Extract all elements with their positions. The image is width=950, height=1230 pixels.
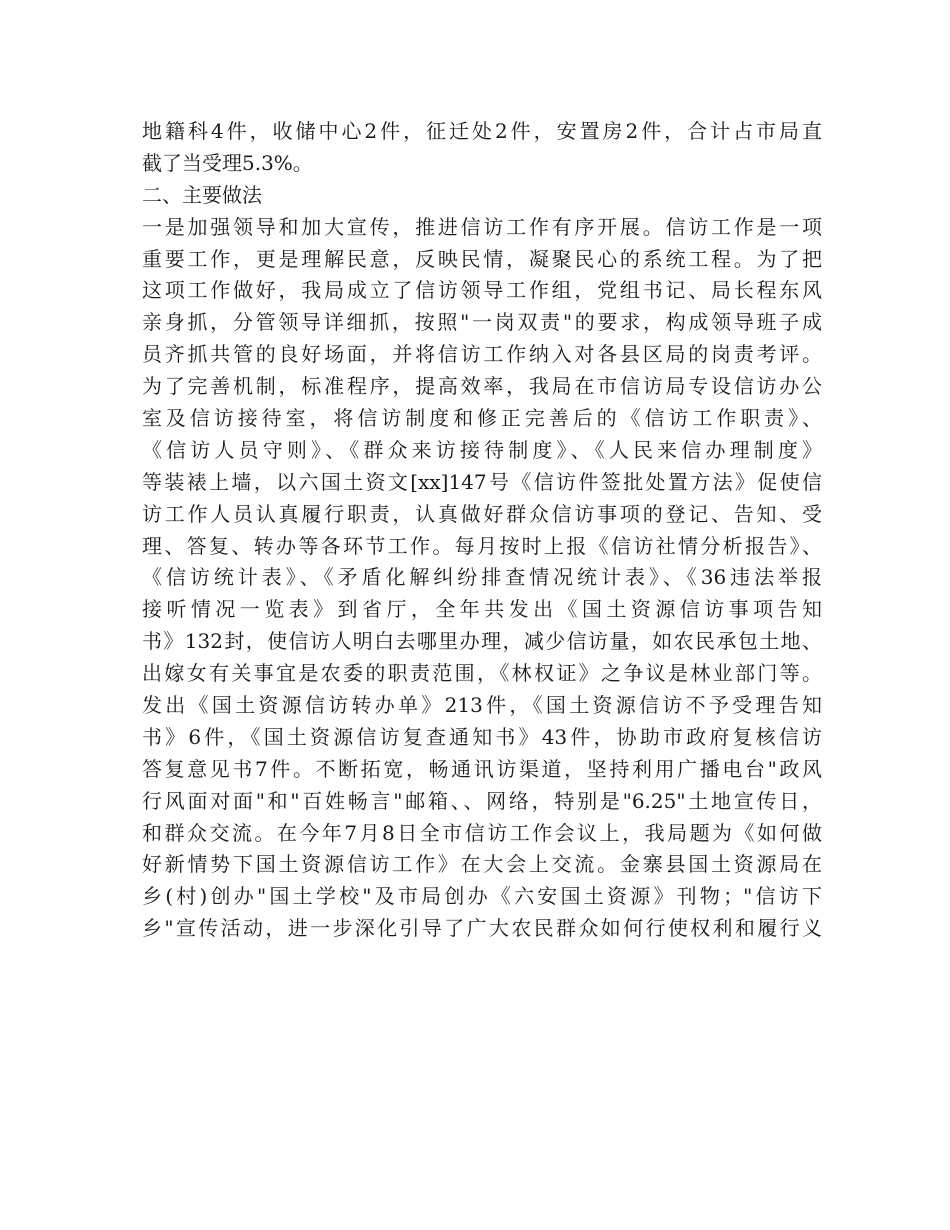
text-line: 书》6件，《国土资源信访复查通知书》43件，协助市政府复核信访 <box>142 724 822 749</box>
text-line: 员齐抓共管的良好场面，并将信访工作纳入对各县区局的岗责考评。 <box>142 342 822 367</box>
text-line: 访工作人员认真履行职责，认真做好群众信访事项的登记、告知、受 <box>142 501 822 526</box>
text-line: 亲身抓，分管领导详细抓，按照"一岗双责"的要求，构成领导班子成 <box>142 310 822 335</box>
text-line: 地籍科4件，收储中心2件，征迁处2件，安置房2件，合计占市局直 <box>142 119 822 143</box>
text-line: 理、答复、转办等各环节工作。每月按时上报《信访社情分析报告》、 <box>142 533 822 558</box>
text-line: 发出《国土资源信访转办单》213件，《国土资源信访不予受理告知 <box>142 693 822 718</box>
text-line: 出嫁女有关事宜是农委的职责范围，《林权证》之争议是林业部门等。 <box>142 661 822 686</box>
text-line: 行风面对面"和"百姓畅言"邮箱、、网络，特别是"6.25"土地宣传日， <box>142 788 822 813</box>
text-line: 好新情势下国土资源信访工作》在大会上交流。金寨县国土资源局在 <box>142 852 822 877</box>
text-line: 一是加强领导和加大宣传，推进信访工作有序开展。信访工作是一项 <box>142 214 822 239</box>
text-line: 接听情况一览表》到省厅，全年共发出《国土资源信访事项告知 <box>142 597 822 622</box>
section-heading: 二、主要做法 <box>142 182 262 207</box>
text-line: 和群众交流。在今年7月8日全市信访工作会议上，我局题为《如何做 <box>142 820 822 845</box>
text-line: 乡"宣传活动，进一步深化引导了广大农民群众如何行使权利和履行义 <box>142 916 822 941</box>
text-line: 书》132封，使信访人明白去哪里办理，减少信访量，如农民承包土地、 <box>142 629 822 654</box>
text-line: 为了完善机制，标准程序，提高效率，我局在市信访局专设信访办公 <box>142 374 822 399</box>
text-line: 《信访人员守则》、《群众来访接待制度》、《人民来信办理制度》 <box>142 437 822 462</box>
text-line: 等装裱上墙，以六国土资文[xx]147号《信访件签批处置方法》促使信 <box>142 469 822 494</box>
document-body <box>142 116 822 945</box>
text-line: 室及信访接待室，将信访制度和修正完善后的《信访工作职责》、 <box>142 406 822 431</box>
text-line: 截了当受理5.3%。 <box>142 150 313 175</box>
text-line: 这项工作做好，我局成立了信访领导工作组，党组书记、局长程东风 <box>142 278 822 303</box>
text-line: 乡(村)创办"国土学校"及市局创办《六安国土资源》刊物；"信访下 <box>142 884 822 909</box>
text-line: 答复意见书7件。不断拓宽，畅通讯访渠道，坚持利用广播电台"政风 <box>142 756 822 781</box>
text-line: 《信访统计表》、《矛盾化解纠纷排查情况统计表》、《36违法举报 <box>142 565 822 590</box>
text-line: 重要工作，更是理解民意，反映民情，凝聚民心的系统工程。为了把 <box>142 246 822 271</box>
